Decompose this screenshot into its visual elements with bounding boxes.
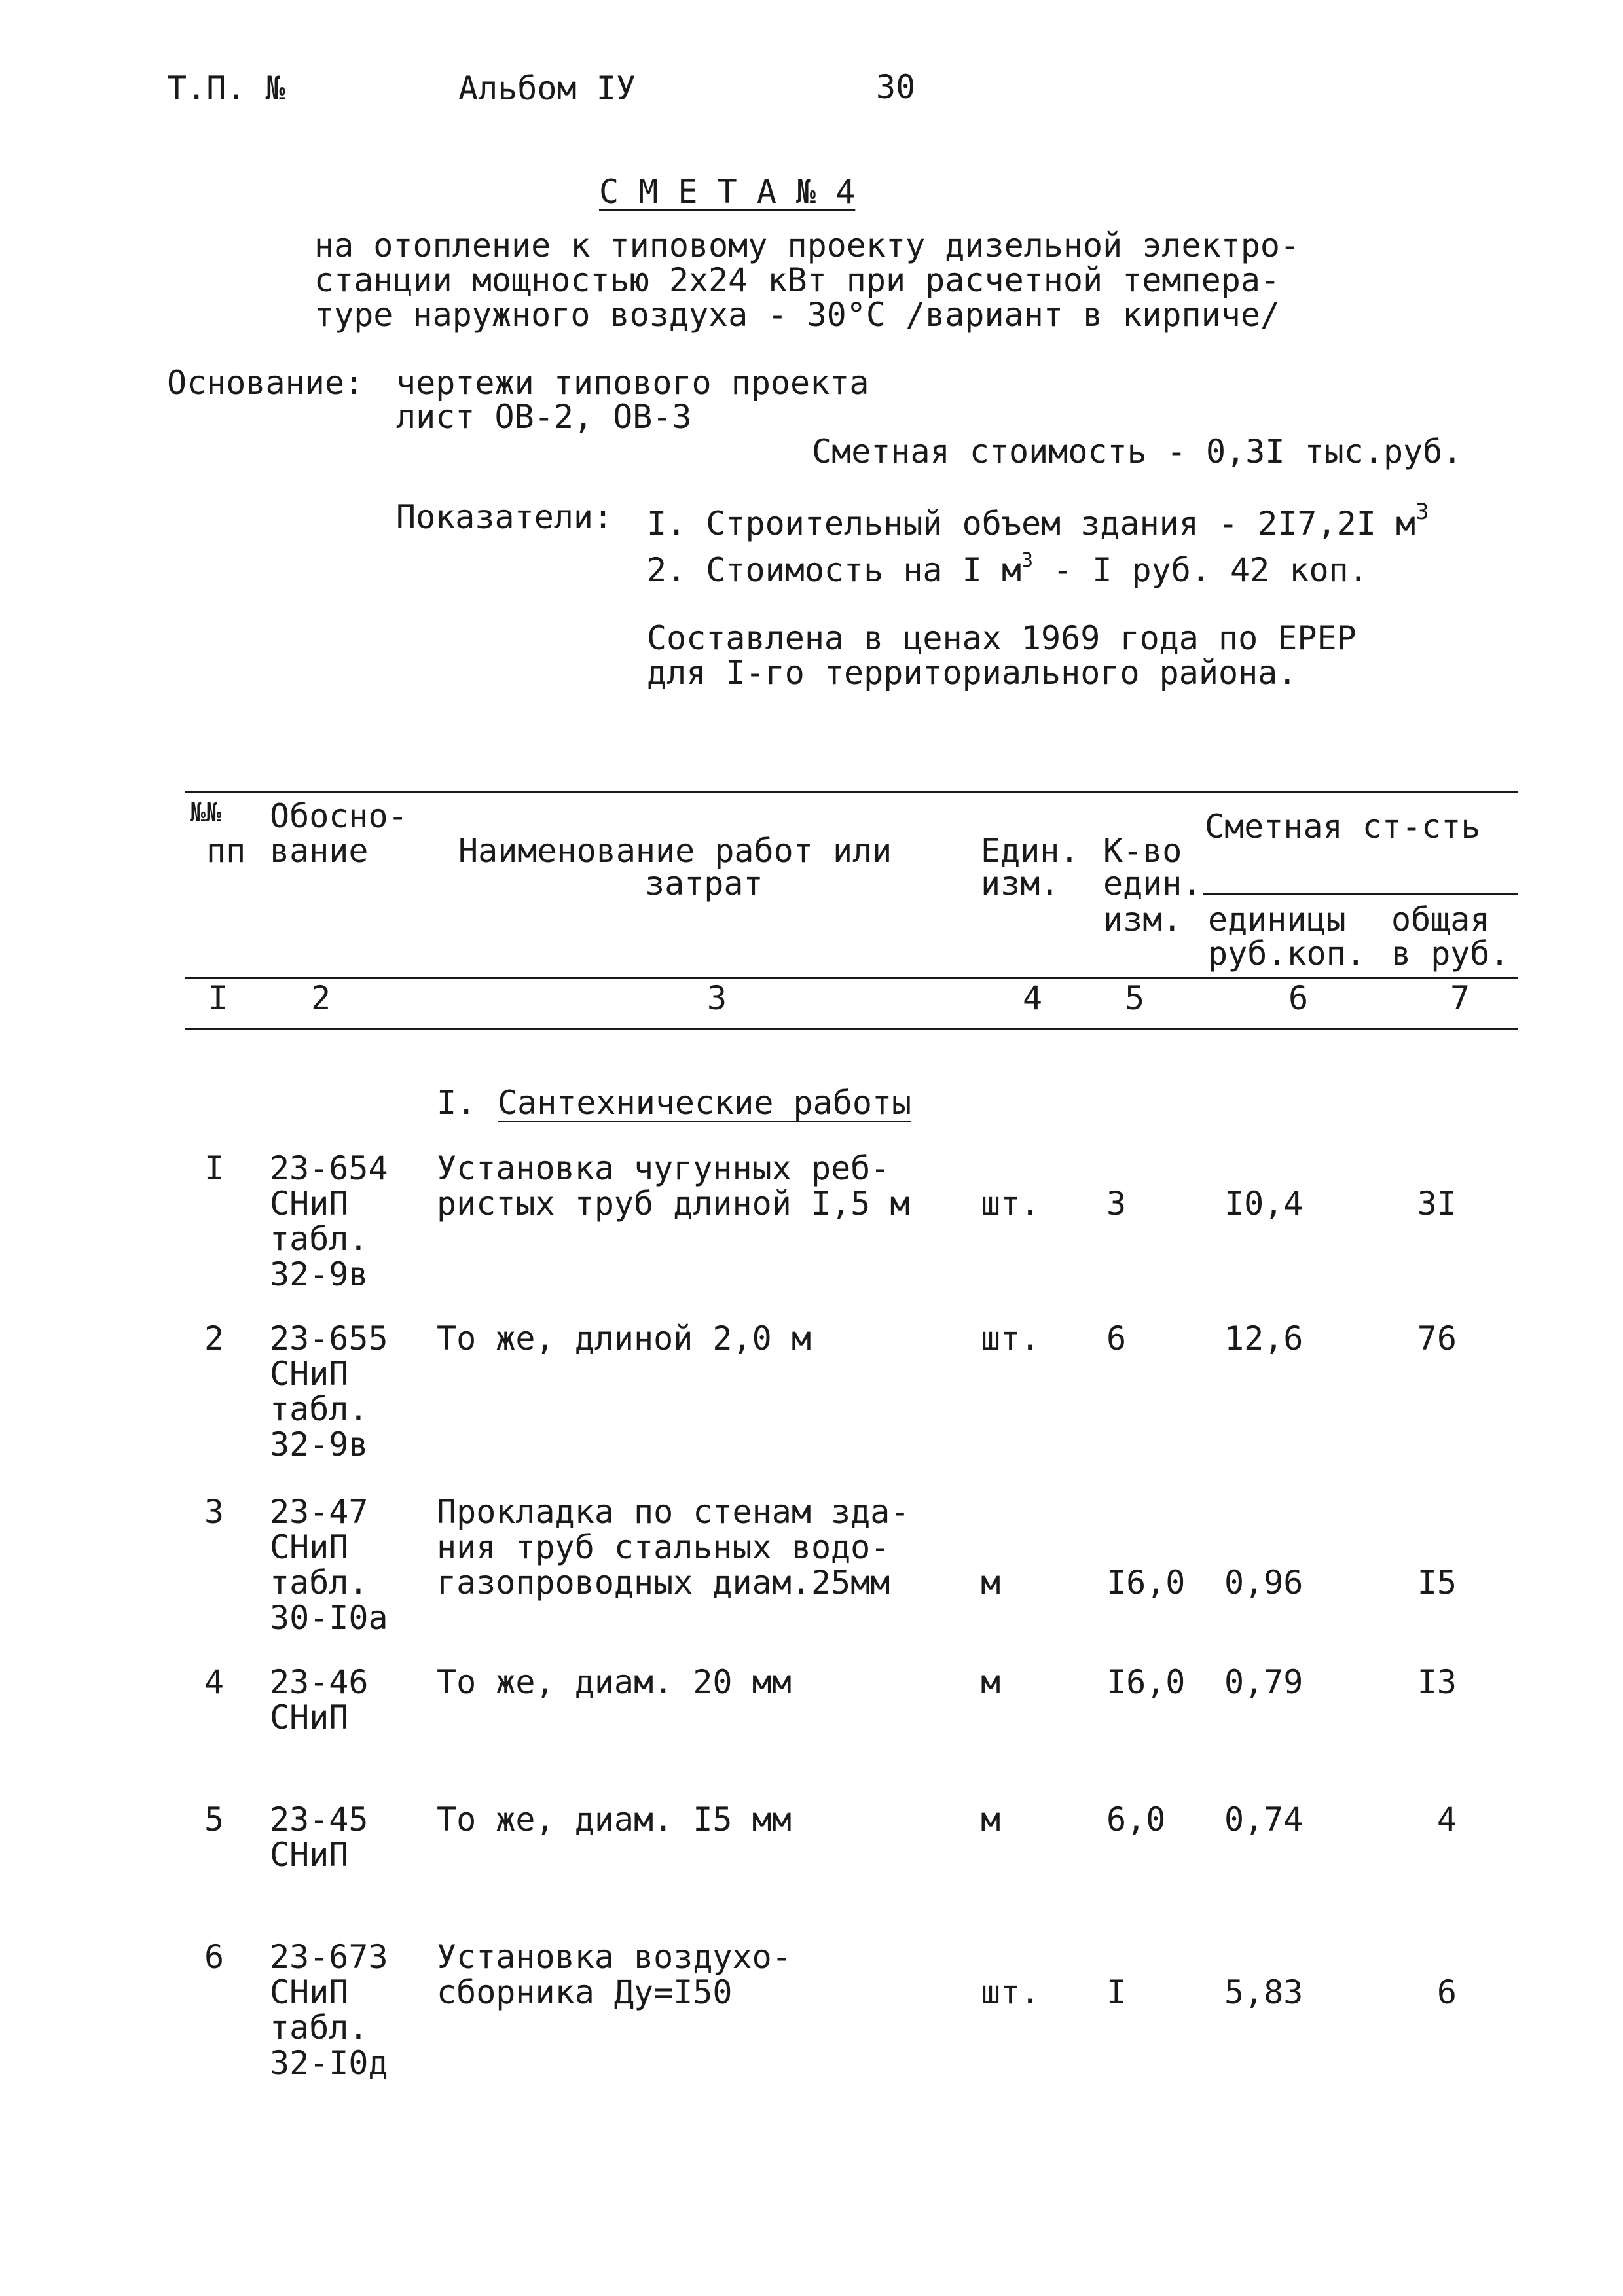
indicators-label: Показатели:	[396, 498, 613, 536]
row-quantity: 3	[1106, 1185, 1127, 1223]
header-basis-2: вание	[270, 832, 369, 870]
row-quantity: 6	[1106, 1319, 1127, 1357]
header-name-2: затрат	[645, 865, 763, 903]
document-title: С М Е Т А № 4	[599, 173, 856, 211]
header-num-1: №№	[190, 798, 222, 828]
row-work-name-line: Прокладка по стенам зда-	[437, 1493, 910, 1531]
indicator-volume: I. Строительный объем здания - 2I7,2I $м^3$	[647, 499, 1429, 543]
row-unit-cost: 0,96	[1224, 1564, 1304, 1602]
row-unit-cost: 0,79	[1224, 1663, 1304, 1701]
row-basis-line: 32-9в	[270, 1255, 369, 1293]
header-unit-2: изм.	[981, 865, 1060, 903]
row-basis-line: СНиП	[270, 1355, 349, 1393]
header-bottom-rule	[185, 977, 1518, 979]
row-basis-line: табл.	[270, 2009, 369, 2047]
row-basis-line: 23-47	[270, 1493, 369, 1531]
row-number: I	[204, 1149, 225, 1187]
col-num-4: 4	[1023, 979, 1043, 1017]
row-total-cost: I5	[1417, 1564, 1457, 1602]
row-number: 2	[204, 1319, 225, 1357]
row-work-name-line: То же, длиной 2,0 м	[437, 1319, 811, 1357]
title-line-1: на отопление к типовому проекту дизельной электро-	[314, 226, 1300, 264]
row-basis-line: табл.	[270, 1390, 369, 1428]
row-total-cost: 3I	[1417, 1185, 1457, 1223]
row-basis-line: СНиП	[270, 1836, 349, 1874]
column-numbers-rule	[185, 1028, 1518, 1030]
header-qty-3: изм.	[1103, 901, 1182, 939]
row-quantity: I6,0	[1106, 1663, 1186, 1701]
title-line-3: туре наружного воздуха - 30°C /вариант в кирпиче/	[314, 296, 1281, 334]
row-total-cost: 76	[1417, 1319, 1457, 1357]
row-number: 5	[204, 1801, 225, 1839]
row-work-name-line: сборника Ду=I50	[437, 1973, 733, 2011]
table-top-rule	[185, 791, 1518, 793]
page-number: 30	[876, 68, 916, 106]
section-title: Сантехнические работы	[498, 1084, 912, 1122]
cost-group-rule	[1203, 893, 1518, 895]
title-line-2: станции мощностью 2х24 кВт при расчетной темпера-	[314, 261, 1281, 299]
row-total-cost: 6	[1436, 1973, 1457, 2011]
row-unit: шт.	[981, 1319, 1040, 1357]
row-work-name-line: газопроводных диам.25мм	[437, 1564, 890, 1602]
section-number: I.	[437, 1084, 477, 1122]
col-num-7: 7	[1450, 979, 1470, 1017]
compiled-line-1: Составлена в ценах 1969 года по ЕРЕР	[647, 619, 1357, 657]
col-num-2: 2	[311, 979, 331, 1017]
row-basis-line: табл.	[270, 1564, 369, 1602]
header-unit-1: Един.	[981, 832, 1080, 870]
row-basis-line: 23-655	[270, 1319, 388, 1357]
row-basis-line: 30-I0а	[270, 1599, 388, 1637]
row-quantity: I	[1106, 1973, 1127, 2011]
header-basis-1: Обосно-	[270, 797, 408, 835]
row-total-cost: I3	[1417, 1663, 1457, 1701]
col-num-1: I	[208, 979, 228, 1017]
row-basis-line: 32-I0д	[270, 2044, 388, 2082]
row-number: 6	[204, 1938, 225, 1976]
row-work-name-line: Установка чугунных реб-	[437, 1149, 890, 1187]
row-unit-cost: 12,6	[1224, 1319, 1304, 1357]
row-basis-line: 23-46	[270, 1663, 369, 1701]
album-label: Альбом IУ	[458, 69, 636, 107]
indicator-cost-per-m3: 2. Стоимость на I $м^3$ - I руб. 42 коп.	[647, 549, 1368, 589]
row-basis-line: СНиП	[270, 1185, 349, 1223]
header-cost-group: Сметная ст-сть	[1205, 808, 1481, 846]
row-work-name-line: То же, диам. 20 мм	[437, 1663, 792, 1701]
row-unit-cost: 5,83	[1224, 1973, 1304, 2011]
col-num-6: 6	[1288, 979, 1309, 1017]
row-work-name-line: Установка воздухо-	[437, 1938, 792, 1976]
row-basis-line: табл.	[270, 1220, 369, 1258]
row-basis-line: СНиП	[270, 1528, 349, 1566]
row-unit-cost: 0,74	[1224, 1801, 1304, 1839]
row-work-name-line: То же, диам. I5 мм	[437, 1801, 792, 1839]
header-unit-cost-1: единицы	[1208, 901, 1346, 939]
estimated-cost: Сметная стоимость - 0,3I тыс.руб.	[812, 433, 1463, 471]
basis-line-1: чертежи типового проекта	[396, 364, 869, 402]
tp-label: Т.П. №	[167, 69, 285, 107]
row-number: 4	[204, 1663, 225, 1701]
header-name-1: Наименование работ или	[458, 832, 892, 870]
row-quantity: 6,0	[1106, 1801, 1166, 1839]
compiled-line-2: для I-го территориального района.	[647, 654, 1298, 692]
row-unit: м	[981, 1801, 1001, 1839]
row-unit: шт.	[981, 1973, 1040, 2011]
row-basis-line: 23-45	[270, 1801, 369, 1839]
header-unit-cost-2: руб.коп.	[1208, 935, 1366, 973]
row-unit: м	[981, 1564, 1001, 1602]
row-basis-line: 32-9в	[270, 1426, 369, 1463]
row-work-name-line: ния труб стальных водо-	[437, 1528, 890, 1566]
row-basis-line: СНиП	[270, 1973, 349, 2011]
col-num-5: 5	[1125, 979, 1145, 1017]
header-total-cost-2: в руб.	[1391, 935, 1510, 973]
row-basis-line: 23-654	[270, 1149, 388, 1187]
basis-line-2: лист ОВ-2, ОВ-3	[396, 398, 692, 436]
header-total-cost-1: общая	[1391, 901, 1490, 939]
col-num-3: 3	[707, 979, 727, 1017]
row-basis-line: 23-673	[270, 1938, 388, 1976]
row-unit: м	[981, 1663, 1001, 1701]
row-unit: шт.	[981, 1185, 1040, 1223]
row-work-name-line: ристых труб длиной I,5 м	[437, 1185, 910, 1223]
row-number: 3	[204, 1493, 225, 1531]
row-quantity: I6,0	[1106, 1564, 1186, 1602]
row-unit-cost: I0,4	[1224, 1185, 1304, 1223]
basis-label: Основание:	[167, 364, 365, 402]
row-total-cost: 4	[1436, 1801, 1457, 1839]
header-num-2: пп	[206, 832, 246, 870]
header-qty-2: един.	[1103, 865, 1202, 903]
header-qty-1: К-во	[1103, 832, 1182, 870]
row-basis-line: СНиП	[270, 1698, 349, 1736]
